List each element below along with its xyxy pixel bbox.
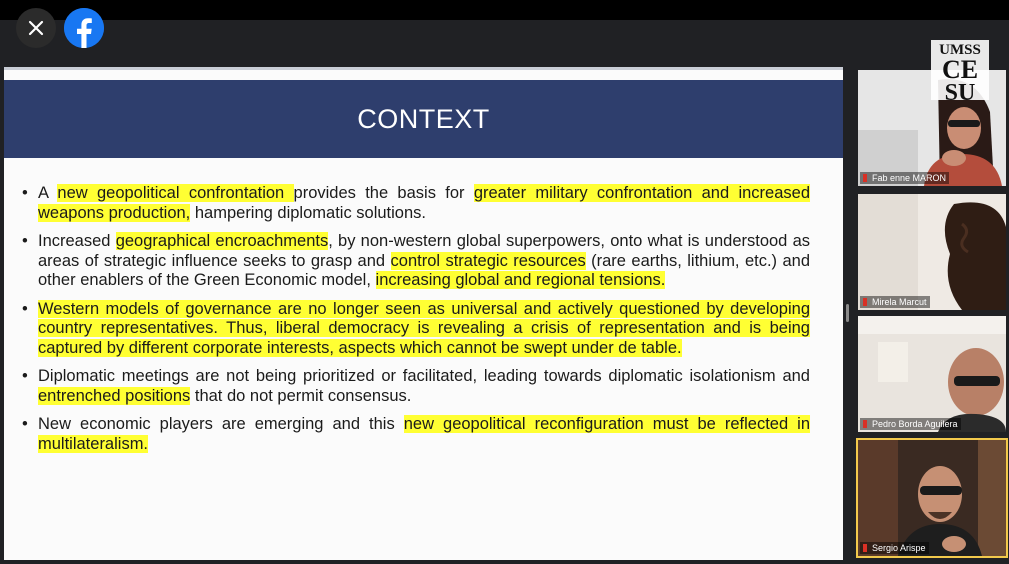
- svg-text:CE: CE: [941, 55, 979, 84]
- highlighted-text: new geopolitical confrontation: [57, 184, 294, 202]
- svg-text:SU: SU: [944, 80, 976, 100]
- participant-tile-2[interactable]: [858, 194, 1006, 310]
- highlighted-text: entrenched positions: [38, 386, 191, 405]
- top-bar: [0, 0, 1009, 20]
- participant-name: Sergio Arispe: [860, 542, 929, 554]
- slide-bullet: [22, 232, 810, 291]
- bullet-text: New economic players are emerging and this: [38, 415, 404, 433]
- slide-bullet: [22, 300, 810, 359]
- highlighted-text: Western models of governance are no longer seen as universal and actively questioned by developing country representatives. Thus, liberal democracy is revealing a crisis of representation and is being captured by different corporate interests, aspects which cannot be swept under de table.: [38, 299, 810, 357]
- slide-header: [4, 80, 843, 158]
- participant-tile-4[interactable]: [858, 440, 1006, 556]
- highlighted-text: geographical encroachments: [115, 232, 329, 250]
- presentation-slide: [4, 67, 843, 560]
- bullet-text: hampering diplomatic solutions.: [190, 203, 426, 222]
- highlighted-text: increasing global and regional tensions.: [375, 271, 666, 289]
- participant-video-2: [858, 194, 1006, 310]
- slide-bullet: [22, 415, 810, 454]
- participant-video-4: [858, 440, 1006, 556]
- highlighted-text: greater military confrontation and increased weapons production,: [38, 184, 811, 222]
- participant-tile-3[interactable]: [858, 316, 1006, 432]
- highlighted-text: control strategic resources: [390, 251, 586, 270]
- bullet-text: A: [38, 184, 58, 202]
- slide-bullet: [22, 367, 810, 406]
- participant-video-3: [858, 316, 1006, 432]
- bullet-text: that do not permit consensus.: [190, 386, 412, 405]
- facebook-icon: [64, 8, 104, 48]
- facebook-button[interactable]: [64, 8, 104, 48]
- resize-handle[interactable]: [846, 304, 849, 322]
- bullet-text: Increased: [38, 232, 116, 250]
- bullet-text: (rare earths, lithium, etc.) and other enablers of the Green Economic model,: [38, 251, 810, 289]
- bullet-text: Diplomatic meetings are not being prioritized or facilitated, leading towards diplomatic isolationism and: [38, 367, 810, 385]
- close-icon: [28, 20, 44, 36]
- bullet-text: , by non-western global superpowers, onto what is understood as areas of strategic influence seeks to grasp and: [38, 232, 810, 270]
- participant-name: Fab enne MARON: [860, 172, 949, 184]
- bullet-text: provides the basis for: [293, 184, 474, 202]
- highlighted-text: new geopolitical reconfiguration must be reflected in multilateralism.: [38, 415, 811, 453]
- slide-bullet: [22, 184, 810, 223]
- participant-name: Mirela Marcut: [860, 296, 930, 308]
- slide-bullets: [22, 184, 810, 463]
- slide-title: CONTEXT: [357, 103, 490, 134]
- participant-name: Pedro Borda Aguilera: [860, 418, 961, 430]
- svg-text:UMSS: UMSS: [939, 42, 981, 58]
- umss-cesu-logo: [931, 40, 989, 100]
- close-button[interactable]: [16, 8, 56, 48]
